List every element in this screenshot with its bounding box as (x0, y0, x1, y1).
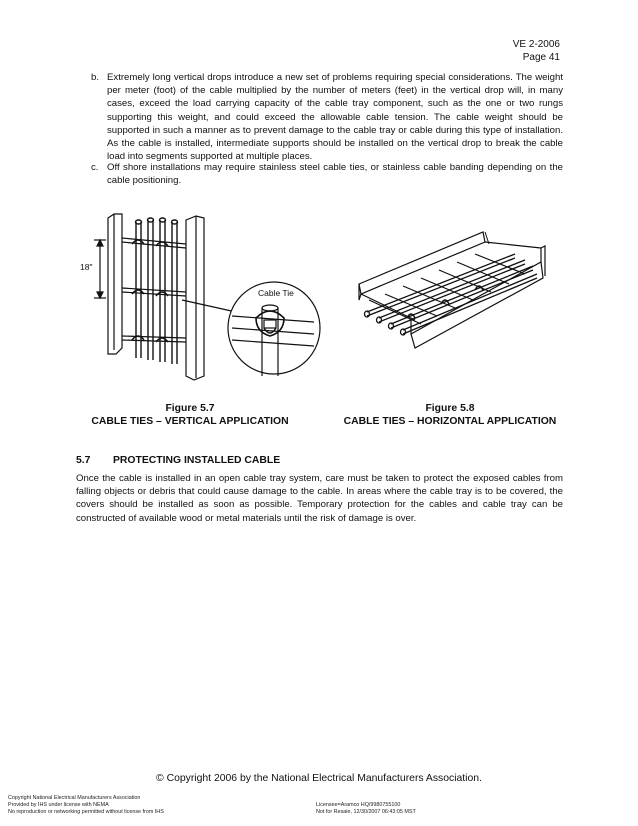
list-item-text: Extremely long vertical drops introduce a new set of problems requiring special considerations. The weight per meter (foot) of the cable multiplied by the number of meters (feet) in the vertical drop will, in many cases, exceed the load carrying capacity of the cable tray component, such as the one or two rungs supporting this weight, and could exceed the allowable cable tension. The cable weight should be supported in such a manner as to prevent damage to the cable tray or cable during this type of installation. As the cable is installed, intermediate supports should be installed on the vertical drop to break the cable load into segments supported at multiple places. (107, 72, 563, 163)
list-item-text: Off shore installations may require stainless steel cable ties, or stainless cable banding depending on the cable positioning. (107, 162, 563, 187)
section-body: Once the cable is installed in an open cable tray system, care must be taken to protect the exposed cables from falling objects or debris that could cause damage to the cable. In areas where the cable tray is to be covered, the covers should be installed as soon as possible. Temporary protection for the cables and cable tray can be constructed of available wood or metal materials until the risk of damage is over. (76, 473, 563, 524)
dimension-label: 18" (80, 262, 93, 272)
right-rail (186, 216, 204, 380)
front-rail (411, 262, 543, 348)
left-rail (108, 214, 122, 354)
footer-left-line: No reproduction or networking permitted without license from IHS (8, 809, 164, 815)
list-item-label: c. (91, 162, 99, 173)
section-number: 5.7 (76, 455, 91, 466)
list-item (91, 161, 563, 187)
list-item-label: b. (91, 72, 100, 83)
figure-5-7-caption (70, 402, 310, 428)
list-item (91, 71, 563, 163)
figure-title: CABLE TIES – VERTICAL APPLICATION (91, 416, 289, 427)
figure-5-8-caption (330, 402, 570, 428)
figure-number: Figure 5.8 (425, 403, 475, 414)
document-id: VE 2-2006 (512, 39, 560, 50)
figure-number: Figure 5.7 (165, 403, 215, 414)
figure-5-8-drawing (345, 228, 555, 348)
page-number: Page 41 (522, 52, 560, 63)
section-title: PROTECTING INSTALLED CABLE (113, 455, 281, 466)
dimension-arrow-bottom (97, 292, 103, 298)
dimension-arrow-top (97, 240, 103, 246)
footer-right-line: Not for Resale, 12/30/2007 06:43:05 MST (316, 809, 416, 815)
figure-title: CABLE TIES – HORIZONTAL APPLICATION (343, 416, 557, 427)
footer-left-line: Copyright National Electrical Manufacturers Association (8, 795, 141, 801)
copyright-notice: © Copyright 2006 by the National Electrical Manufacturers Association. (156, 773, 482, 784)
back-rail (359, 232, 485, 294)
footer-left-line: Provided by IHS under license with NEMA (8, 802, 109, 808)
footer-right-line: Licensee=Aramco HQ/9980755100 (316, 802, 401, 808)
callout-label: Cable Tie (258, 288, 294, 298)
figure-5-7-drawing (78, 208, 338, 388)
